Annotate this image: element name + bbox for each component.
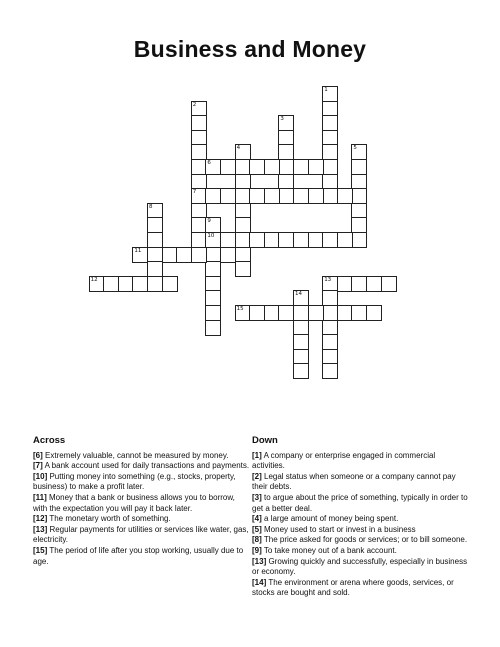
- grid-cell[interactable]: [249, 305, 265, 321]
- grid-cell[interactable]: [191, 130, 207, 146]
- grid-cell[interactable]: [322, 101, 338, 117]
- clue-text: To take money out of a bank account.: [261, 545, 397, 555]
- grid-cell[interactable]: [351, 276, 367, 292]
- clue-text: a large amount of money being spent.: [261, 514, 399, 524]
- grid-cell[interactable]: [293, 159, 309, 175]
- grid-cell[interactable]: [205, 305, 221, 321]
- clue-text: The environment or arena where goods, services, or stocks are bought and sold.: [252, 577, 454, 598]
- grid-cell[interactable]: [308, 159, 324, 175]
- clue-number-label: 2: [192, 101, 197, 108]
- grid-cell[interactable]: [162, 276, 178, 292]
- grid-cell[interactable]: [235, 203, 251, 219]
- grid-cell[interactable]: [351, 188, 367, 204]
- grid-cell[interactable]: [205, 217, 221, 233]
- grid-cell[interactable]: [322, 130, 338, 146]
- clue-number: [10]: [33, 471, 48, 481]
- grid-cell[interactable]: [322, 159, 338, 175]
- grid-cell[interactable]: [322, 115, 338, 131]
- grid-cell[interactable]: [191, 232, 207, 248]
- clue-number-label: 9: [207, 218, 211, 225]
- grid-cell[interactable]: [89, 276, 105, 292]
- clue-text: The period of life after you stop working, usually due to age.: [33, 545, 244, 566]
- clue-text: Money used to start or invest in a business: [261, 524, 416, 534]
- grid-cell[interactable]: [220, 159, 236, 175]
- grid-cell[interactable]: [249, 159, 265, 175]
- grid-cell[interactable]: [220, 188, 236, 204]
- clue-text: A bank account used for daily transactions and payments.: [42, 461, 250, 471]
- grid-cell[interactable]: [293, 188, 309, 204]
- grid-cell[interactable]: [351, 159, 367, 175]
- clue-number: [13]: [33, 524, 48, 534]
- clue-number: [2]: [252, 471, 262, 481]
- down-clue: [252, 578, 470, 599]
- grid-cell[interactable]: [322, 334, 338, 350]
- clue-number: [11]: [33, 492, 47, 502]
- grid-cell[interactable]: [235, 247, 251, 263]
- grid-cell[interactable]: [235, 159, 251, 175]
- grid-cell[interactable]: [351, 144, 367, 160]
- grid-cell[interactable]: [278, 188, 294, 204]
- down-clue: [252, 557, 470, 578]
- grid-cell[interactable]: [118, 276, 134, 292]
- puzzle-title: Business and Money: [133, 36, 367, 62]
- clue-number-label: 11: [134, 247, 142, 254]
- grid-cell[interactable]: [351, 217, 367, 233]
- grid-cell[interactable]: [293, 305, 309, 321]
- grid-cell[interactable]: [147, 203, 163, 219]
- clue-number-label: 14: [295, 291, 302, 298]
- grid-cell[interactable]: [381, 276, 397, 292]
- grid-cell[interactable]: [191, 174, 207, 190]
- grid-cell[interactable]: [351, 305, 367, 321]
- grid-cell[interactable]: [220, 247, 236, 263]
- across-clue: [33, 461, 251, 472]
- grid-cell[interactable]: [147, 276, 163, 292]
- grid-cell[interactable]: [322, 290, 338, 306]
- clue-text: Regular payments for utilities or services like water, gas, electricity.: [33, 524, 249, 545]
- clue-text: to argue about the price of something, typically in order to get a better deal.: [252, 492, 468, 513]
- grid-cell[interactable]: [205, 247, 221, 263]
- grid-cell[interactable]: [176, 247, 192, 263]
- grid-cell[interactable]: [162, 247, 178, 263]
- down-clue: [252, 514, 470, 525]
- grid-cell[interactable]: [205, 261, 221, 277]
- clue-number-label: 1: [324, 87, 328, 93]
- grid-cell[interactable]: [293, 232, 309, 248]
- grid-cell[interactable]: [322, 174, 338, 190]
- grid-cell[interactable]: [147, 261, 163, 277]
- grid-cell[interactable]: [147, 247, 163, 263]
- grid-cell[interactable]: [132, 247, 148, 263]
- grid-cell[interactable]: [293, 334, 309, 350]
- grid-cell[interactable]: [235, 261, 251, 277]
- clue-number-label: 12: [90, 276, 98, 283]
- grid-cell[interactable]: [278, 232, 294, 248]
- grid-cell[interactable]: [278, 115, 294, 131]
- clue-text: Extremely valuable, cannot be measured by money.: [42, 450, 229, 460]
- grid-cell[interactable]: [191, 101, 207, 117]
- grid-cell[interactable]: [322, 363, 338, 379]
- grid-cell[interactable]: [205, 276, 221, 292]
- grid-cell[interactable]: [322, 320, 338, 336]
- grid-cell[interactable]: [205, 232, 221, 248]
- grid-cell[interactable]: [322, 232, 338, 248]
- grid-cell[interactable]: [249, 232, 265, 248]
- grid-cell[interactable]: [278, 174, 294, 190]
- clue-number: [4]: [252, 514, 262, 524]
- clue-number: [8]: [252, 535, 262, 545]
- clue-text: Growing quickly and successfully, especially in business or economy.: [252, 556, 468, 577]
- across-heading: Across: [33, 435, 66, 446]
- grid-cell[interactable]: [322, 349, 338, 365]
- clue-text: Putting money into something (e.g., stocks, property, business) to make a profit later.: [33, 471, 236, 492]
- clue-number-label: 5: [353, 145, 357, 152]
- grid-cell[interactable]: [293, 290, 309, 306]
- down-clue: [252, 525, 470, 536]
- clue-number: [6]: [33, 450, 43, 460]
- grid-cell[interactable]: [293, 320, 309, 336]
- grid-cell[interactable]: [264, 159, 280, 175]
- grid-cell[interactable]: [103, 276, 119, 292]
- grid-cell[interactable]: [337, 276, 353, 292]
- clue-number: [9]: [252, 545, 262, 555]
- grid-cell[interactable]: [205, 188, 221, 204]
- clue-number-label: 15: [236, 306, 244, 312]
- grid-cell[interactable]: [191, 188, 207, 204]
- clue-text: A company or enterprise engaged in commercial activities.: [252, 450, 436, 471]
- down-heading: Down: [252, 435, 278, 446]
- clue-number: [5]: [252, 524, 262, 534]
- across-clue: [33, 451, 251, 462]
- clue-text: The price asked for goods or services; or to bill someone.: [261, 535, 468, 545]
- grid-cell[interactable]: [351, 232, 367, 248]
- grid-cell[interactable]: [147, 217, 163, 233]
- across-clues: [33, 436, 251, 567]
- grid-cell[interactable]: [337, 188, 353, 204]
- grid-cell[interactable]: [308, 188, 324, 204]
- grid-cell[interactable]: [235, 144, 251, 160]
- across-clue: [33, 472, 251, 493]
- clue-number: [15]: [33, 545, 48, 555]
- clue-number-label: 4: [236, 145, 241, 152]
- clue-text: Legal status when someone or a company cannot pay their debts.: [252, 471, 456, 492]
- clue-number-label: 13: [324, 276, 332, 283]
- grid-cell[interactable]: [235, 217, 251, 233]
- grid-cell[interactable]: [322, 86, 338, 102]
- grid-cell[interactable]: [147, 232, 163, 248]
- across-clue: [33, 493, 251, 514]
- down-clues: [252, 436, 470, 599]
- grid-cell[interactable]: [351, 203, 367, 219]
- clue-number-label: 7: [192, 189, 197, 196]
- grid-cell[interactable]: [322, 144, 338, 160]
- grid-cell[interactable]: [293, 349, 309, 365]
- grid-cell[interactable]: [278, 130, 294, 146]
- grid-cell[interactable]: [235, 174, 251, 190]
- grid-cell[interactable]: [235, 305, 251, 321]
- clue-number: [7]: [33, 461, 43, 471]
- grid-cell[interactable]: [249, 188, 265, 204]
- down-clue: [252, 546, 470, 557]
- clue-text: Money that a bank or business allows you to borrow, with the expectation you will pay it back later.: [33, 492, 235, 513]
- grid-cell[interactable]: [278, 305, 294, 321]
- grid-cell[interactable]: [205, 320, 221, 336]
- grid-cell[interactable]: [132, 276, 148, 292]
- grid-cell[interactable]: [191, 115, 207, 131]
- grid-cell[interactable]: [220, 232, 236, 248]
- clue-number-label: 10: [207, 233, 215, 239]
- grid-cell[interactable]: [322, 188, 338, 204]
- grid-cell[interactable]: [205, 159, 221, 175]
- down-clue: [252, 535, 470, 546]
- grid-cell[interactable]: [366, 276, 382, 292]
- grid-cell[interactable]: [264, 232, 280, 248]
- grid-cell[interactable]: [191, 144, 207, 160]
- grid-cell[interactable]: [235, 232, 251, 248]
- clue-number-label: 3: [280, 116, 284, 123]
- across-clue: [33, 546, 251, 567]
- clue-text: The monetary worth of something.: [47, 514, 171, 524]
- grid-cell[interactable]: [293, 363, 309, 379]
- down-clue: [252, 451, 470, 472]
- grid-cell[interactable]: [366, 305, 382, 321]
- grid-cell[interactable]: [322, 276, 338, 292]
- down-clue: [252, 472, 470, 493]
- clue-number: [3]: [252, 492, 262, 502]
- across-clue: [33, 514, 251, 525]
- grid-cell[interactable]: [191, 247, 207, 263]
- clue-number: [14]: [252, 577, 267, 587]
- down-clue: [252, 493, 470, 514]
- grid-cell[interactable]: [308, 232, 324, 248]
- clue-number: [1]: [252, 450, 262, 460]
- grid-cell[interactable]: [337, 305, 353, 321]
- grid-cell[interactable]: [308, 305, 324, 321]
- grid-cell[interactable]: [191, 203, 207, 219]
- grid-cell[interactable]: [322, 305, 338, 321]
- grid-cell[interactable]: [278, 159, 294, 175]
- clue-number-label: 8: [149, 203, 153, 210]
- grid-cell[interactable]: [205, 290, 221, 306]
- clue-number: [13]: [252, 556, 267, 566]
- grid-cell[interactable]: [235, 188, 251, 204]
- grid-cell[interactable]: [278, 144, 294, 160]
- grid-cell[interactable]: [264, 305, 280, 321]
- clue-number-label: 6: [207, 160, 211, 166]
- grid-cell[interactable]: [191, 159, 207, 175]
- clue-number: [12]: [33, 514, 48, 524]
- across-clue: [33, 525, 251, 546]
- grid-cell[interactable]: [264, 188, 280, 204]
- grid-cell[interactable]: [191, 217, 207, 233]
- grid-cell[interactable]: [337, 232, 353, 248]
- grid-cell[interactable]: [351, 174, 367, 190]
